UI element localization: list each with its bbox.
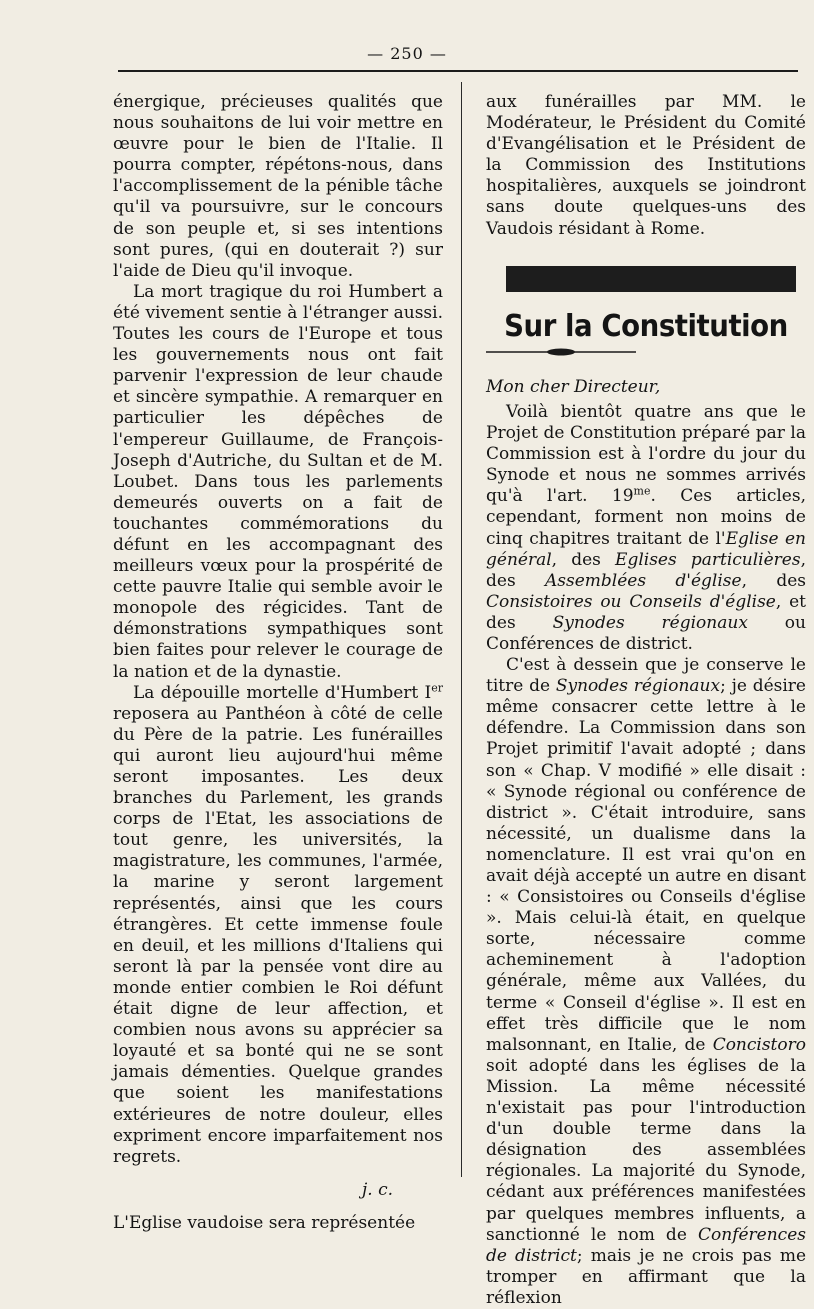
text-run: soit adopté dans les églises de la Mission. La même nécessité n'existait pas pour l'introduction d'un double terme dans la désignation des assemblées régionales. La majorité du Synode, cédant aux préférences manifestées par quelques membres influents, a sanctionné le nom de xyxy=(486,1055,806,1245)
left-paragraph-3-start: La dépouille mortelle d'Humbert I xyxy=(133,682,432,703)
letter-salutation: Mon cher Directeur, xyxy=(486,376,661,397)
page-number: — 250 — xyxy=(367,44,447,63)
left-paragraph-1: énergique, précieuses qualités que nous souhaitons de lui voir mettre en œuvre pour le bien de l'Italie. Il pourra compter, répétons-nous, dans l'accomplissement de la pénible tâche qu'il va poursuivre, sur le concours de son peuple et, si ses intentions sont pures, (qui en douterait ?) sur l'aide de Dieu qu'il invoque. xyxy=(113,92,443,281)
author-signature: j. c. xyxy=(361,1179,393,1200)
text-run: , et des xyxy=(486,591,806,633)
left-paragraph-3-rest: reposera au Panthéon à côté de celle du Père de la patrie. Les funérailles qui auront lieu aujourd'hui même seront imposantes. Les deux branches du Parlement, les grands corps de l'Etat, les associations de tout genre, les universités, la magistrature, les communes, l'armée, la marine y seront largement représentés, ainsi que les cours étrangères. Et cette immense foule en deuil, et les millions d'Italiens qui seront là par la pensée vont dire au monde entier combien le Roi défunt était digne de leur affection, et combien nous avons su apprécier sa loyauté et sa bonté qui ne se sont jamais démenties. Quelque grandes que soient les manifestations extérieures de notre douleur, elles expriment encore imparfaitement nos regrets. xyxy=(113,703,443,1167)
text-run: . Ces articles, cependant, forment non moins de cinq chapitres traitant de l' xyxy=(486,486,807,549)
italic-term: Eglise en général xyxy=(486,528,806,570)
italic-term: Consistoires ou Conseils d'église xyxy=(486,591,776,612)
italic-term: Conférences de district xyxy=(486,1224,806,1266)
italic-term: Concistoro xyxy=(712,1034,806,1055)
italic-term: Synodes régionaux xyxy=(552,612,748,633)
left-column-tail: L'Eglise vaudoise sera représentée xyxy=(113,1212,416,1233)
right-paragraph-2 xyxy=(486,655,806,1309)
text-run: , des xyxy=(741,570,807,591)
italic-term: Eglises particulières xyxy=(615,549,801,570)
ordinal-superscript: er xyxy=(431,680,443,694)
left-column xyxy=(113,92,443,1234)
section-title: Sur la Constitution xyxy=(504,308,788,344)
right-continuation: aux funérailles par MM. le Modérateur, le Président du Comité d'Evangélisation et le Président de la Commission des Institutions hospitalières, auxquels se joindront sans doute quelques-uns des Vaudois résidant à Rome. xyxy=(486,92,806,239)
text-run: C'est à dessein que je conserve le titre de xyxy=(486,655,806,697)
right-column xyxy=(486,92,806,1309)
left-paragraph-3 xyxy=(113,680,443,1168)
ordinal-superscript: me xyxy=(633,484,651,498)
text-run: , des xyxy=(551,549,616,570)
right-paragraph-1 xyxy=(486,402,806,655)
left-paragraph-2: La mort tragique du roi Humbert a été vivement sentie à l'étranger aussi. Toutes les cours de l'Europe et tous les gouvernements nous ont fait parvenir l'expression de leur chaude et sincère sympathie. A remarquer en particulier les dépêches de l'empereur Guillaume, de François-Joseph d'Autriche, du Sultan et de M. Loubet. Dans tous les parlements demeurés ouverts on a fait de touchantes commémorations du défunt en les accompagnant des meilleurs vœux pour la prospérité de cette pauvre Italie qui semble avoir le monopole des régicides. Tant de démonstrations sympathiques sont bien faites pour relever le courage de la nation et de la dynastie. xyxy=(113,281,443,682)
text-run: Voilà bientôt quatre ans que le Projet de Constitution préparé par la Commission est à l'ordre du jour du Synode et nous ne sommes arrivés qu'à l'art. 19 xyxy=(486,401,806,507)
divider-ornament xyxy=(486,347,636,357)
text-run: ; je désire même consacrer cette lettre à le défendre. La Commission dans son Projet primitif l'avait adopté ; dans son « Chap. V modifié » elle disait : « Synode régional ou conférence de district ». C'était introduire, sans nécessité, un dualisme dans la nomenclature. Il est vrai qu'on en avait déjà accepté un autre en disant : « Consistoires ou Conseils d'église ». Mais celui-là était, en quelque sorte, nécessaire comme acheminement à l'adoption générale, même aux Vallées, du terme « Conseil d'église ». Il est en effet très difficile que le nom malsonnant, en Italie, de xyxy=(486,676,806,1055)
text-run: ; mais je ne crois pas me tromper en affirmant que la réflexion xyxy=(486,1245,807,1308)
italic-term: Synodes régionaux xyxy=(555,676,721,697)
text-run: ou Conférences de district. xyxy=(486,612,806,654)
header-rule xyxy=(118,70,798,72)
italic-term: Assemblées d'église xyxy=(545,570,742,591)
text-run: , des xyxy=(486,549,806,591)
column-divider xyxy=(461,82,462,1177)
section-header-bar xyxy=(506,266,796,292)
